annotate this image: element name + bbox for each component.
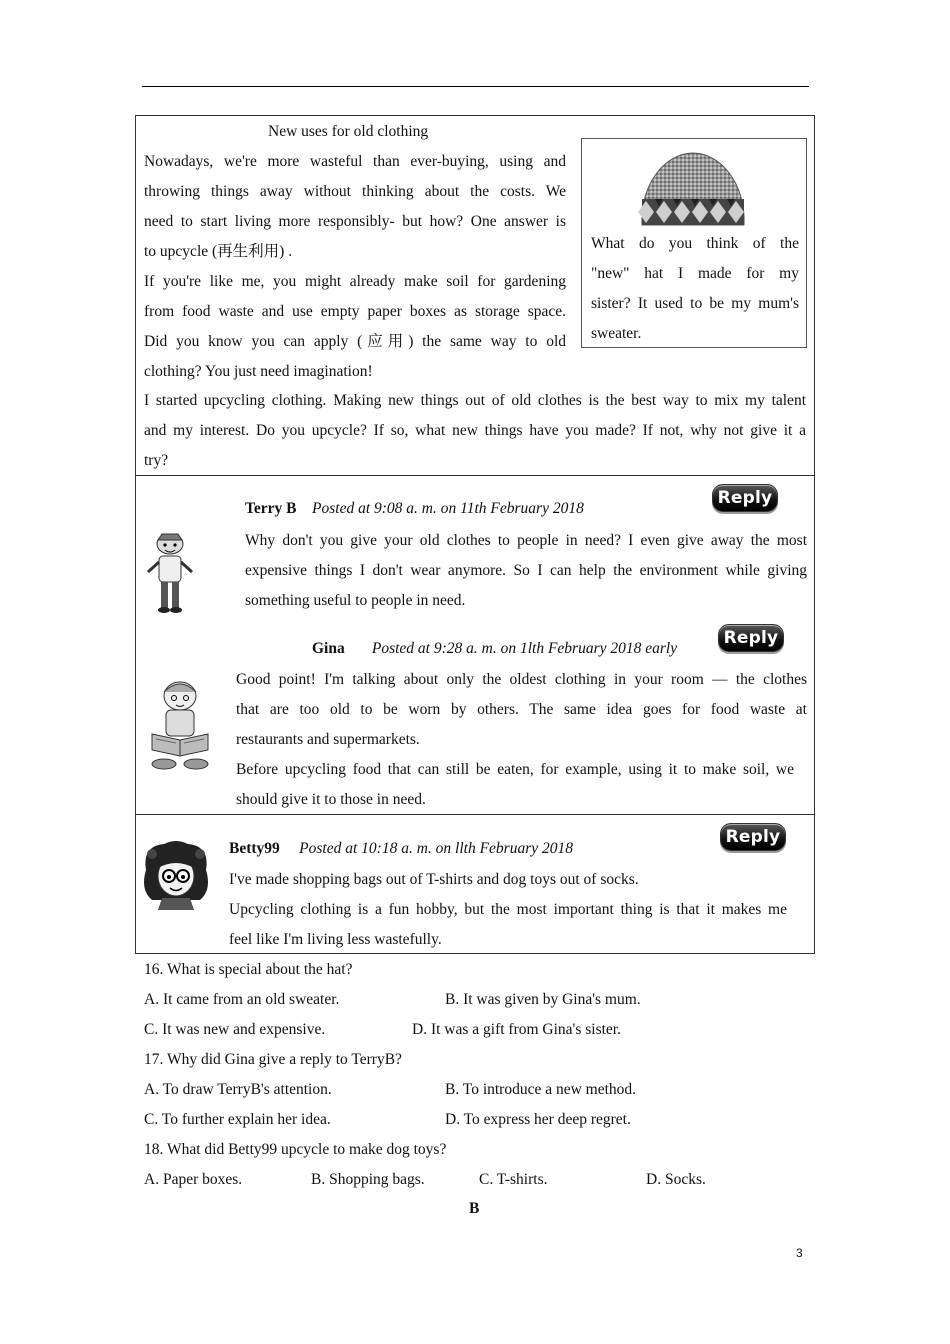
page-number: 3 [796, 1246, 803, 1260]
hat-caption-line: "new" hat I made for my [591, 265, 799, 282]
article-line: to upcycle (再生利用) . [144, 243, 293, 260]
article-line: try? [144, 452, 169, 469]
question-option: D. Socks. [646, 1171, 706, 1188]
question-option: B. To introduce a new method. [445, 1081, 637, 1098]
question-option: B. Shopping bags. [311, 1171, 425, 1188]
comment-timestamp: Posted at 9:28 a. m. on 1lth February 2018 early [371, 640, 678, 657]
question-stem: 16. What is special about the hat? [144, 961, 353, 978]
commenter-name: Gina [312, 640, 345, 657]
comment-line: Why don't you give your old clothes to people in need? I even give away the most [245, 532, 807, 549]
reply-label: Reply [725, 827, 781, 847]
comment-header [312, 634, 677, 664]
question-option: D. To express her deep regret. [445, 1111, 631, 1128]
hat-figure [581, 138, 807, 348]
comment-line: Before upcycling food that can still be eaten, for example, using it to make soil, we [236, 761, 794, 778]
article-line: clothing? You just need imagination! [144, 363, 373, 380]
question-option: B. It was given by Gina's mum. [445, 991, 641, 1008]
reply-label: Reply [717, 488, 773, 508]
hat-caption-line: sweater. [591, 325, 642, 342]
question-option: A. It came from an old sweater. [144, 991, 340, 1008]
comment-line: Good point! I'm talking about only the oldest clothing in your room — the clothes [236, 671, 807, 688]
question-option: C. It was new and expensive. [144, 1021, 326, 1038]
question-option: A. Paper boxes. [144, 1171, 243, 1188]
question-option: A. To draw TerryB's attention. [144, 1081, 332, 1098]
reply-button[interactable] [720, 823, 786, 851]
reply-button[interactable] [712, 484, 778, 512]
section-divider [136, 814, 814, 815]
terry-avatar-icon [144, 530, 196, 616]
article-line: and my interest. Do you upcycle? If so, what new things have you made? If not, why not give it a [144, 422, 806, 439]
article-box [135, 115, 815, 954]
question-option: C. To further explain her idea. [144, 1111, 331, 1128]
comment-line: feel like I'm living less wastefully. [229, 931, 442, 948]
question-stem: 18. What did Betty99 upcycle to make dog toys? [144, 1141, 447, 1158]
comment-line: expensive things I don't wear anymore. So I can help the environment while giving [245, 562, 807, 579]
article-line: need to start living more responsibly- but how? One answer is [144, 213, 566, 230]
knitted-hat-icon [636, 149, 750, 229]
commenter-name: Terry B [245, 500, 297, 517]
question-option: D. It was a gift from Gina's sister. [412, 1021, 621, 1038]
article-line: from food waste and use empty paper boxes as storage space. [144, 303, 566, 320]
question-stem: 17. Why did Gina give a reply to TerryB? [144, 1051, 402, 1068]
comment-line: something useful to people in need. [245, 592, 466, 609]
gina-avatar-icon [144, 676, 216, 772]
comment-timestamp: Posted at 10:18 a. m. on llth February 2018 [299, 840, 573, 857]
article-line: Nowadays, we're more wasteful than ever-buying, using and [144, 153, 566, 170]
reply-label: Reply [723, 628, 779, 648]
article-line: throwing things away without thinking about the costs. We [144, 183, 566, 200]
comment-header [229, 834, 573, 864]
comment-line: that are too old to be worn by others. The same idea goes for food waste at [236, 701, 807, 718]
header-rule [142, 86, 809, 87]
article-line: Did you know you can apply (应用) the same way to old [144, 333, 566, 350]
comment-line: I've made shopping bags out of T-shirts and dog toys out of socks. [229, 871, 639, 888]
comment-timestamp: Posted at 9:08 a. m. on 11th February 2018 [312, 500, 584, 517]
comment-header [245, 494, 584, 524]
comment-line: restaurants and supermarkets. [236, 731, 420, 748]
betty-avatar-icon [140, 840, 212, 910]
reply-button[interactable] [718, 624, 784, 652]
article-line: I started upcycling clothing. Making new things out of old clothes is the best way to mix my talent [144, 392, 806, 409]
article-title: New uses for old clothing [268, 123, 429, 140]
section-divider [136, 475, 814, 476]
hat-caption-line: What do you think of the [591, 235, 799, 252]
comment-line: should give it to those in need. [236, 791, 426, 808]
article-line: If you're like me, you might already make soil for gardening [144, 273, 566, 290]
section-label: B [469, 1200, 480, 1217]
comment-line: Upcycling clothing is a fun hobby, but the most important thing is that it makes me [229, 901, 787, 918]
commenter-name: Betty99 [229, 840, 280, 857]
hat-caption-line: sister? It used to be my mum's [591, 295, 799, 312]
question-option: C. T-shirts. [479, 1171, 548, 1188]
